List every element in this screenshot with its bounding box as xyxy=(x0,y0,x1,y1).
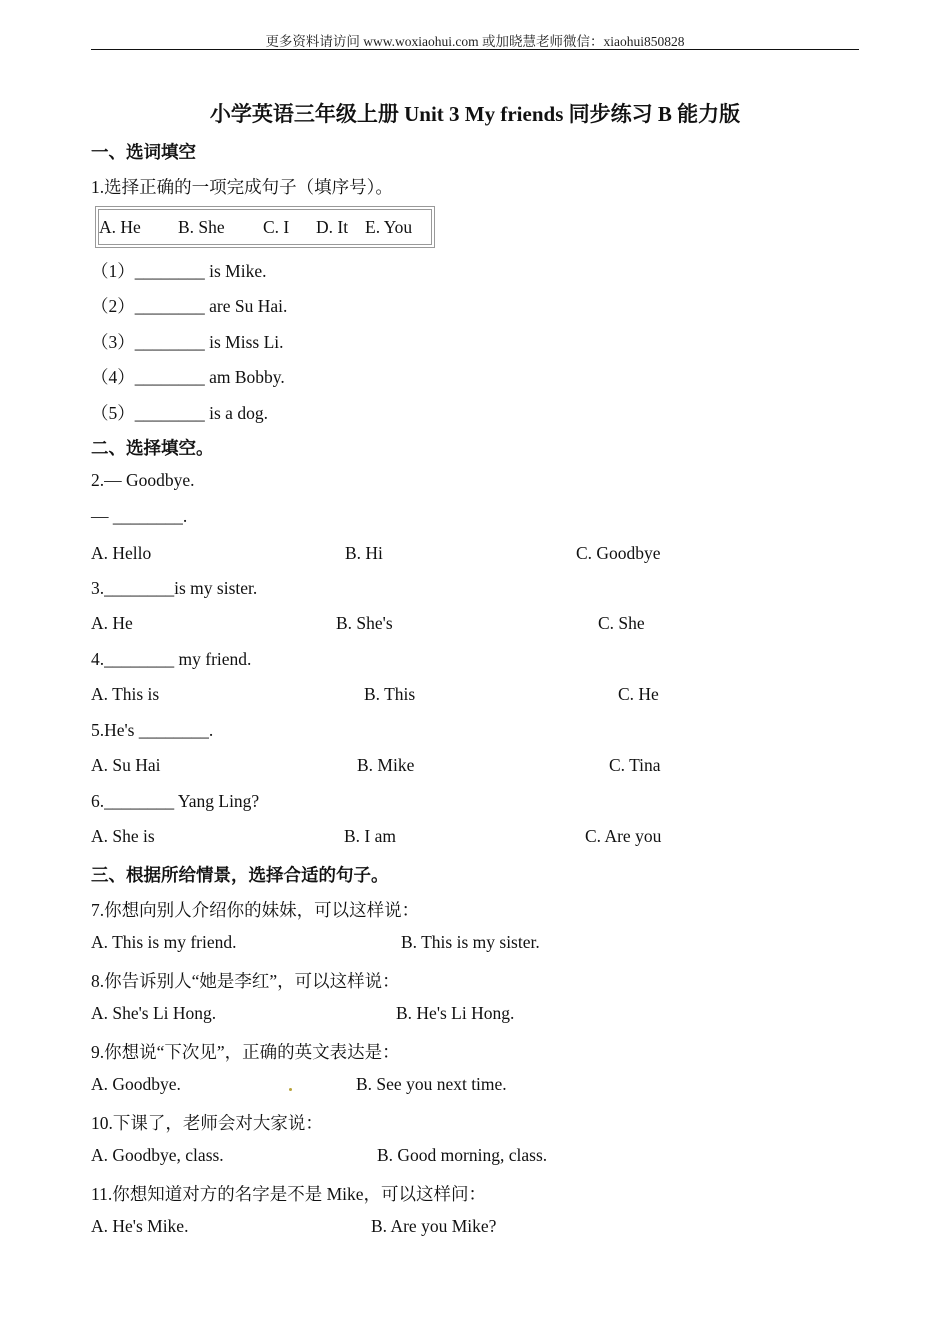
question-8-option-a: A. She's Li Hong. xyxy=(91,1003,217,1023)
question-2-option-b: B. Hi xyxy=(345,543,383,563)
question-6-option-c: C. Are you xyxy=(585,826,662,846)
question-11-option-a: A. He's Mike. xyxy=(91,1216,189,1236)
word-option-a: A. He xyxy=(99,217,141,237)
question-3-option-c: C. She xyxy=(598,613,645,633)
question-3-option-a: A. He xyxy=(91,613,133,633)
section-1-heading: 一、选词填空 xyxy=(91,142,196,162)
question-11-option-b: B. Are you Mike? xyxy=(371,1216,497,1236)
question-7-option-b: B. This is my sister. xyxy=(401,932,540,952)
question-7-stem: 7.你想向别人介绍你的妹妹，可以这样说： xyxy=(91,900,420,920)
header-divider xyxy=(91,49,859,50)
question-2-option-a: A. Hello xyxy=(91,543,152,563)
question-4-stem: 4.________ my friend. xyxy=(91,649,252,669)
fill-item-2: （2）________ are Su Hai. xyxy=(91,296,288,316)
word-option-c: C. I xyxy=(263,217,290,237)
question-2-stem: 2.— Goodbye. xyxy=(91,470,195,490)
stray-dot-mark xyxy=(289,1088,292,1091)
question-2-option-c: C. Goodbye xyxy=(576,543,661,563)
word-option-e: E. You xyxy=(365,217,413,237)
section-2-heading: 二、选择填空。 xyxy=(91,438,214,458)
fill-item-4: （4）________ am Bobby. xyxy=(91,367,285,387)
question-6-option-b: B. I am xyxy=(344,826,397,846)
question-2-response: — ________. xyxy=(91,506,188,526)
question-5-stem: 5.He's ________. xyxy=(91,720,214,740)
question-9-stem: 9.你想说“下次见”，正确的英文表达是： xyxy=(91,1042,400,1062)
word-option-d: D. It xyxy=(316,217,349,237)
question-9-option-a: A. Goodbye. xyxy=(91,1074,181,1094)
question-10-stem: 10.下课了，老师会对大家说： xyxy=(91,1113,323,1133)
page-header: 更多资料请访问 www.woxiaohui.com 或加晓慧老师微信：xiaohui850828 xyxy=(265,34,685,49)
question-4-option-a: A. This is xyxy=(91,684,160,704)
question-4-option-b: B. This xyxy=(364,684,416,704)
section-3-heading: 三、根据所给情景，选择合适的句子。 xyxy=(91,865,389,885)
question-5-option-b: B. Mike xyxy=(357,755,415,775)
question-6-option-a: A. She is xyxy=(91,826,155,846)
question-7-option-a: A. This is my friend. xyxy=(91,932,237,952)
question-5-option-c: C. Tina xyxy=(609,755,661,775)
question-1-stem: 1.选择正确的一项完成句子（填序号）。 xyxy=(91,177,393,197)
fill-item-5: （5）________ is a dog. xyxy=(91,403,268,423)
question-11-stem: 11.你想知道对方的名字是不是 Mike，可以这样问： xyxy=(91,1184,487,1204)
question-10-option-a: A. Goodbye, class. xyxy=(91,1145,224,1165)
question-6-stem: 6.________ Yang Ling? xyxy=(91,791,260,811)
question-3-option-b: B. She's xyxy=(336,613,393,633)
question-5-option-a: A. Su Hai xyxy=(91,755,161,775)
question-9-option-b: B. See you next time. xyxy=(356,1074,507,1094)
page-title: 小学英语三年级上册 Unit 3 My friends 同步练习 B 能力版 xyxy=(209,102,741,126)
question-3-stem: 3.________is my sister. xyxy=(91,578,258,598)
word-option-b: B. She xyxy=(178,217,225,237)
question-10-option-b: B. Good morning, class. xyxy=(377,1145,548,1165)
question-8-stem: 8.你告诉别人“她是李红”，可以这样说： xyxy=(91,971,400,991)
question-4-option-c: C. He xyxy=(618,684,659,704)
fill-item-3: （3）________ is Miss Li. xyxy=(91,332,284,352)
fill-item-1: （1）________ is Mike. xyxy=(91,261,267,281)
question-8-option-b: B. He's Li Hong. xyxy=(396,1003,515,1023)
word-box xyxy=(95,206,435,248)
